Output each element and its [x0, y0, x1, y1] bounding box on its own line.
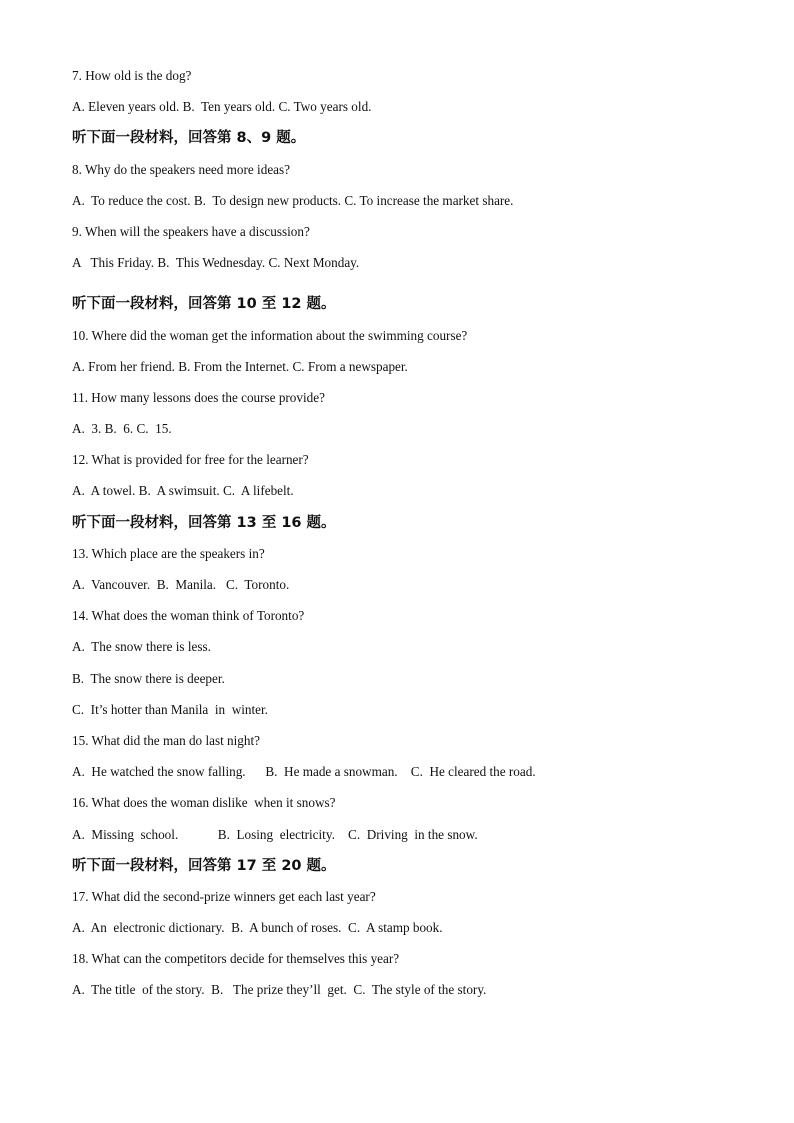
question-14-option-b: B. The snow there is deeper.	[72, 670, 225, 686]
question-16-options: A. Missing school. B. Losing electricity. C. Driving in the snow.	[72, 826, 478, 842]
question-11: 11. How many lessons does the course provide?	[72, 389, 325, 405]
exam-page	[72, 66, 732, 1012]
question-9-options: A This Friday. B. This Wednesday. C. Next Monday.	[72, 255, 360, 271]
question-11-options: A. 3. B. 6. C. 15.	[72, 421, 172, 437]
spacer	[72, 284, 732, 294]
question-9: 9. When will the speakers have a discussion?	[72, 223, 310, 239]
section-heading-17-20: 听下面一段材料，回答第 17 至 20 题。	[72, 857, 336, 874]
question-18-options: A. The title of the story. B. The prize they’ll get. C. The style of the story.	[72, 982, 487, 998]
question-8: 8. Why do the speakers need more ideas?	[72, 161, 291, 177]
question-7-options: A. Eleven years old. B. Ten years old. C. Two years old.	[72, 99, 372, 115]
question-17-options: A. An electronic dictionary. B. A bunch of roses. C. A stamp book.	[72, 920, 443, 936]
question-13: 13. Which place are the speakers in?	[72, 545, 265, 561]
question-14: 14. What does the woman think of Toronto?	[72, 608, 305, 624]
question-16: 16. What does the woman dislike when it snows?	[72, 795, 336, 811]
section-heading-13-16: 听下面一段材料，回答第 13 至 16 题。	[72, 514, 336, 531]
question-12: 12. What is provided for free for the learner?	[72, 452, 309, 468]
question-12-options: A. A towel. B. A swimsuit. C. A lifebelt.	[72, 483, 294, 499]
question-7: 7. How old is the dog?	[72, 68, 192, 83]
question-10: 10. Where did the woman get the information about the swimming course?	[72, 327, 468, 343]
question-13-options: A. Vancouver. B. Manila. C. Toronto.	[72, 577, 290, 592]
section-heading-10-12: 听下面一段材料，回答第 10 至 12 题。	[72, 296, 336, 313]
question-15-options: A. He watched the snow falling. B. He made a snowman. C. He cleared the road.	[72, 764, 536, 780]
question-10-options: A. From her friend. B. From the Internet. C. From a newspaper.	[72, 358, 408, 374]
question-17: 17. What did the second-prize winners get each last year?	[72, 888, 376, 904]
question-14-option-a: A. The snow there is less.	[72, 639, 211, 655]
question-15: 15. What did the man do last night?	[72, 732, 261, 748]
question-18: 18. What can the competitors decide for themselves this year?	[72, 951, 400, 967]
question-8-options: A. To reduce the cost. B. To design new products. C. To increase the market share.	[72, 192, 514, 208]
section-heading-8-9: 听下面一段材料，回答第 8、9 题。	[72, 130, 306, 147]
question-14-option-c: C. It’s hotter than Manila in winter.	[72, 701, 268, 717]
